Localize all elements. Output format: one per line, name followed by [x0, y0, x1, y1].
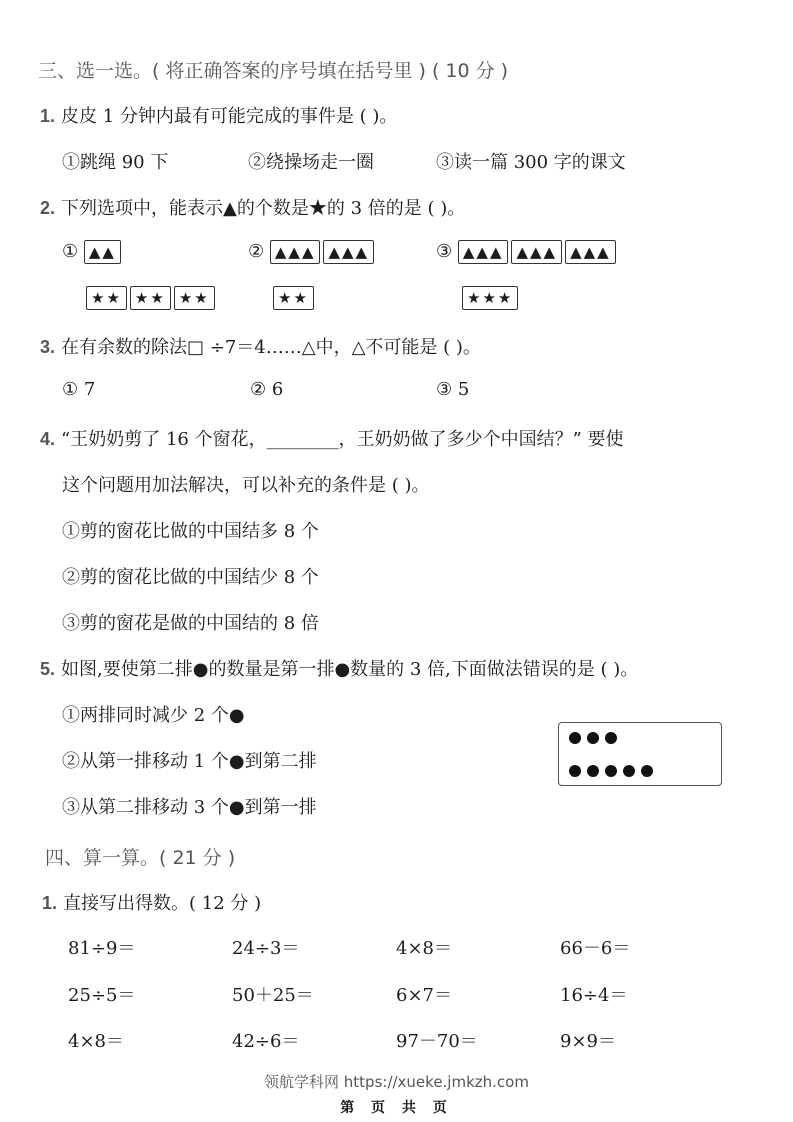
question-5 — [40, 655, 638, 681]
calc-item: 6×7＝ — [396, 985, 452, 1006]
option-label: ③ — [436, 241, 453, 262]
option-label: ① — [62, 241, 79, 262]
q2-option-3 — [436, 240, 619, 264]
question-number: 2. — [40, 198, 56, 218]
q5-option-1: ①两排同时减少 2 个● — [62, 705, 245, 726]
q1-option-1: ①跳绳 90 下 — [62, 152, 169, 173]
dot — [587, 732, 599, 744]
question-number: 5. — [40, 659, 56, 679]
triangle-box: ▲▲▲ — [511, 240, 562, 264]
q4-option-1: ①剪的窗花比做的中国结多 8 个 — [62, 521, 319, 542]
triangle-box: ▲▲▲ — [565, 240, 616, 264]
star-box: ★★ — [130, 286, 171, 310]
calc-item: 16÷4＝ — [560, 985, 628, 1006]
dot-row-2 — [569, 765, 659, 777]
q4-option-3: ③剪的窗花是做的中国结的 8 倍 — [62, 613, 319, 634]
q2-option-2 — [248, 240, 377, 264]
calc-item: 9×9＝ — [560, 1031, 616, 1052]
calc-item: 4×8＝ — [396, 938, 452, 959]
question-number: 4. — [40, 429, 56, 449]
star-box: ★★ — [86, 286, 127, 310]
section3-title: 三、选一选。( 将正确答案的序号填在括号里 ) ( 10 分 ) — [38, 60, 509, 82]
watermark: 领航学科网 https://xueke.jmkzh.com — [264, 1073, 529, 1091]
question-text: 下列选项中，能表示▲的个数是★的 3 倍的是 ( )。 — [61, 198, 466, 219]
dot — [605, 732, 617, 744]
section4-title: 四、算一算。( 21 分 ) — [45, 847, 236, 869]
triangle-box: ▲▲▲ — [458, 240, 509, 264]
star-box: ★★ — [174, 286, 215, 310]
q3-option-2: ② 6 — [250, 379, 284, 400]
dots-figure — [558, 722, 722, 786]
dot — [569, 765, 581, 777]
triangle-box: ▲▲▲ — [323, 240, 374, 264]
calc-item: 66－6＝ — [560, 938, 631, 959]
q5-option-2: ②从第一排移动 1 个●到第二排 — [62, 751, 317, 772]
q1-option-2: ②绕操场走一圈 — [248, 152, 374, 173]
question-text: “王奶奶剪了 16 个窗花，________，王奶奶做了多少个中国结？” 要使 — [61, 429, 624, 450]
triangle-box: ▲▲ — [84, 240, 121, 264]
question-text: 如图,要使第二排●的数量是第一排●数量的 3 倍,下面做法错误的是 ( )。 — [61, 659, 639, 680]
calc-question-1 — [42, 889, 261, 915]
calc-item: 42÷6＝ — [232, 1031, 300, 1052]
question-4-line2: 这个问题用加法解决，可以补充的条件是 ( )。 — [62, 475, 430, 496]
question-2 — [40, 194, 465, 220]
page-number: 第 页 共 页 — [340, 1100, 453, 1116]
question-4 — [40, 425, 624, 451]
q3-option-1: ① 7 — [62, 379, 96, 400]
question-1 — [40, 102, 397, 128]
dot — [587, 765, 599, 777]
calc-item: 24÷3＝ — [232, 938, 300, 959]
calc-item: 4×8＝ — [68, 1031, 124, 1052]
question-text: 皮皮 1 分钟内最有可能完成的事件是 ( )。 — [61, 106, 398, 127]
question-3 — [40, 333, 481, 359]
dot — [623, 765, 635, 777]
q2-option-3-stars — [462, 286, 521, 310]
question-text: 直接写出得数。( 12 分 ) — [63, 893, 262, 914]
q1-option-3: ③读一篇 300 字的课文 — [436, 152, 626, 173]
dot — [605, 765, 617, 777]
question-number: 1. — [42, 893, 58, 913]
star-box: ★★ — [273, 286, 314, 310]
q2-option-2-stars — [273, 286, 317, 310]
q3-option-3: ③ 5 — [436, 379, 470, 400]
question-number: 1. — [40, 106, 56, 126]
dot — [569, 732, 581, 744]
calc-item: 97－70＝ — [396, 1031, 478, 1052]
q2-option-1 — [62, 240, 124, 264]
question-number: 3. — [40, 337, 56, 357]
calc-item: 81÷9＝ — [68, 938, 136, 959]
star-box: ★★★ — [462, 286, 518, 310]
triangle-box: ▲▲▲ — [270, 240, 321, 264]
dot — [641, 765, 653, 777]
q4-option-2: ②剪的窗花比做的中国结少 8 个 — [62, 567, 319, 588]
option-label: ② — [248, 241, 265, 262]
calc-item: 25÷5＝ — [68, 985, 136, 1006]
dot-row-1 — [569, 732, 623, 744]
calc-item: 50＋25＝ — [232, 985, 314, 1006]
q5-option-3: ③从第二排移动 3 个●到第一排 — [62, 797, 317, 818]
q2-option-1-stars — [86, 286, 218, 310]
question-text: 在有余数的除法□ ÷7＝4……△中，△不可能是 ( )。 — [61, 337, 481, 358]
